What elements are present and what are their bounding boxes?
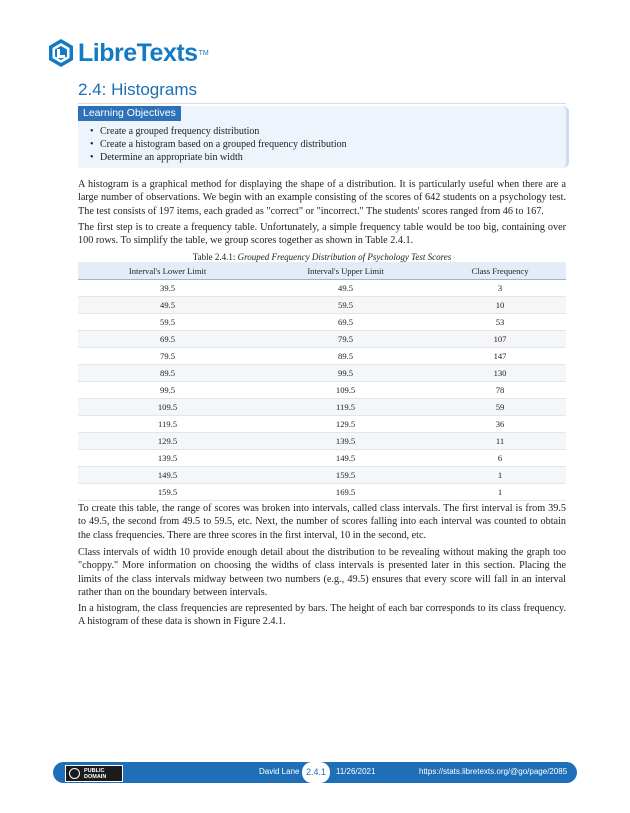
upper-limit-cell: 169.5: [257, 484, 434, 501]
table-row: [78, 416, 566, 433]
learning-objectives-heading: Learning Objectives: [78, 106, 181, 121]
frequency-cell: 36: [434, 416, 566, 433]
table-row: [78, 314, 566, 331]
table-body: [78, 280, 566, 501]
frequency-cell: 130: [434, 365, 566, 382]
libretexts-logo-icon: [46, 38, 76, 68]
lower-limit-cell: 79.5: [78, 348, 257, 365]
lower-limit-cell: 39.5: [78, 280, 257, 297]
table-row: [78, 331, 566, 348]
lower-limit-cell: 49.5: [78, 297, 257, 314]
lower-limit-cell: 59.5: [78, 314, 257, 331]
upper-limit-cell: 159.5: [257, 467, 434, 484]
lower-limit-cell: 99.5: [78, 382, 257, 399]
frequency-cell: 1: [434, 484, 566, 501]
page-footer: [53, 762, 577, 783]
lower-limit-cell: 89.5: [78, 365, 257, 382]
frequency-table-paragraph: The first step is to create a frequency table. Unfortunately, a simple frequency table would be too big, containing over 100 rows. To simplify the table, we group scores together as shown in Table 2.4.1.: [78, 222, 566, 247]
frequency-cell: 6: [434, 450, 566, 467]
frequency-cell: 78: [434, 382, 566, 399]
public-domain-badge[interactable]: [65, 765, 123, 782]
table-row: [78, 399, 566, 416]
frequency-cell: 53: [434, 314, 566, 331]
intro-paragraph: A histogram is a graphical method for displaying the shape of a distribution. It is particularly useful when there are a large number of observations. We begin with an example consisting of the scores of 642 students on a psychology test. The test consists of 197 items, each graded as "correct" or "incorrect." The students' scores ranged from 46 to 167.: [78, 179, 566, 217]
upper-limit-cell: 99.5: [257, 365, 434, 382]
frequency-cell: 107: [434, 331, 566, 348]
header-upper-limit: Interval's Upper Limit: [257, 262, 434, 280]
table-row: [78, 280, 566, 297]
objective-item: • Create a histogram based on a grouped frequency distribution: [100, 138, 347, 151]
upper-limit-cell: 129.5: [257, 416, 434, 433]
footer-author: David Lane: [259, 767, 300, 776]
lower-limit-cell: 69.5: [78, 331, 257, 348]
frequency-cell: 11: [434, 433, 566, 450]
histogram-paragraph: In a histogram, the class frequencies are represented by bars. The height of each bar corresponds to its class frequency. A histogram of these data is shown in Figure 2.4.1.: [78, 603, 566, 628]
frequency-cell: 59: [434, 399, 566, 416]
upper-limit-cell: 69.5: [257, 314, 434, 331]
table-caption: [78, 252, 566, 262]
frequency-table: [78, 262, 566, 501]
libretexts-logo[interactable]: [46, 38, 209, 68]
footer-date: 11/26/2021: [336, 767, 376, 776]
table-row: [78, 365, 566, 382]
table-row: [78, 484, 566, 501]
table-caption-label: Table 2.4.1:: [192, 252, 238, 262]
table-row: [78, 467, 566, 484]
footer-page-number: 2.4.1: [302, 762, 330, 783]
public-domain-label: PUBLIC DOMAIN: [84, 767, 107, 780]
lower-limit-cell: 139.5: [78, 450, 257, 467]
lower-limit-cell: 119.5: [78, 416, 257, 433]
upper-limit-cell: 109.5: [257, 382, 434, 399]
page-title: 2.4: Histograms: [78, 80, 566, 104]
upper-limit-cell: 139.5: [257, 433, 434, 450]
upper-limit-cell: 79.5: [257, 331, 434, 348]
table-row: [78, 297, 566, 314]
footer-url[interactable]: https://stats.libretexts.org/@go/page/2085: [419, 767, 568, 776]
upper-limit-cell: 89.5: [257, 348, 434, 365]
interval-width-paragraph: Class intervals of width 10 provide enough detail about the distribution to be revealing without making the graph too "choppy." More information on choosing the widths of class intervals is presented later in this section. Placing the limits of the class intervals midway between two numbers (e.g., 49.5) ensures that every score will fall in an interval rather than on the boundary between intervals.: [78, 547, 566, 599]
upper-limit-cell: 149.5: [257, 450, 434, 467]
table-row: [78, 382, 566, 399]
lower-limit-cell: 109.5: [78, 399, 257, 416]
objective-item: • Create a grouped frequency distribution: [100, 125, 347, 138]
frequency-cell: 10: [434, 297, 566, 314]
objective-item: • Determine an appropriate bin width: [100, 151, 347, 164]
logo-wordmark: LibreTexts: [78, 38, 198, 67]
upper-limit-cell: 49.5: [257, 280, 434, 297]
table-caption-title: Grouped Frequency Distribution of Psychology Test Scores: [237, 252, 452, 262]
logo-trademark: TM: [198, 49, 209, 57]
frequency-cell: 3: [434, 280, 566, 297]
learning-objectives-list: [100, 125, 347, 164]
frequency-cell: 147: [434, 348, 566, 365]
header-class-frequency: Class Frequency: [434, 262, 566, 280]
table-row: [78, 433, 566, 450]
header-lower-limit: Interval's Lower Limit: [78, 262, 257, 280]
lower-limit-cell: 149.5: [78, 467, 257, 484]
lower-limit-cell: 129.5: [78, 433, 257, 450]
learning-objectives-box: [78, 106, 569, 168]
upper-limit-cell: 59.5: [257, 297, 434, 314]
table-header-row: [78, 262, 566, 280]
lower-limit-cell: 159.5: [78, 484, 257, 501]
class-intervals-paragraph: To create this table, the range of scores was broken into intervals, called class intervals. The first interval is from 39.5 to 49.5, the second from 49.5 to 59.5, etc. Next, the number of scores falling into each interval was counted to obtain the class frequencies. There are three scores in the first interval, 10 in the second, etc.: [78, 503, 566, 541]
table-row: [78, 450, 566, 467]
public-domain-icon: [69, 768, 80, 779]
table-row: [78, 348, 566, 365]
upper-limit-cell: 119.5: [257, 399, 434, 416]
frequency-cell: 1: [434, 467, 566, 484]
